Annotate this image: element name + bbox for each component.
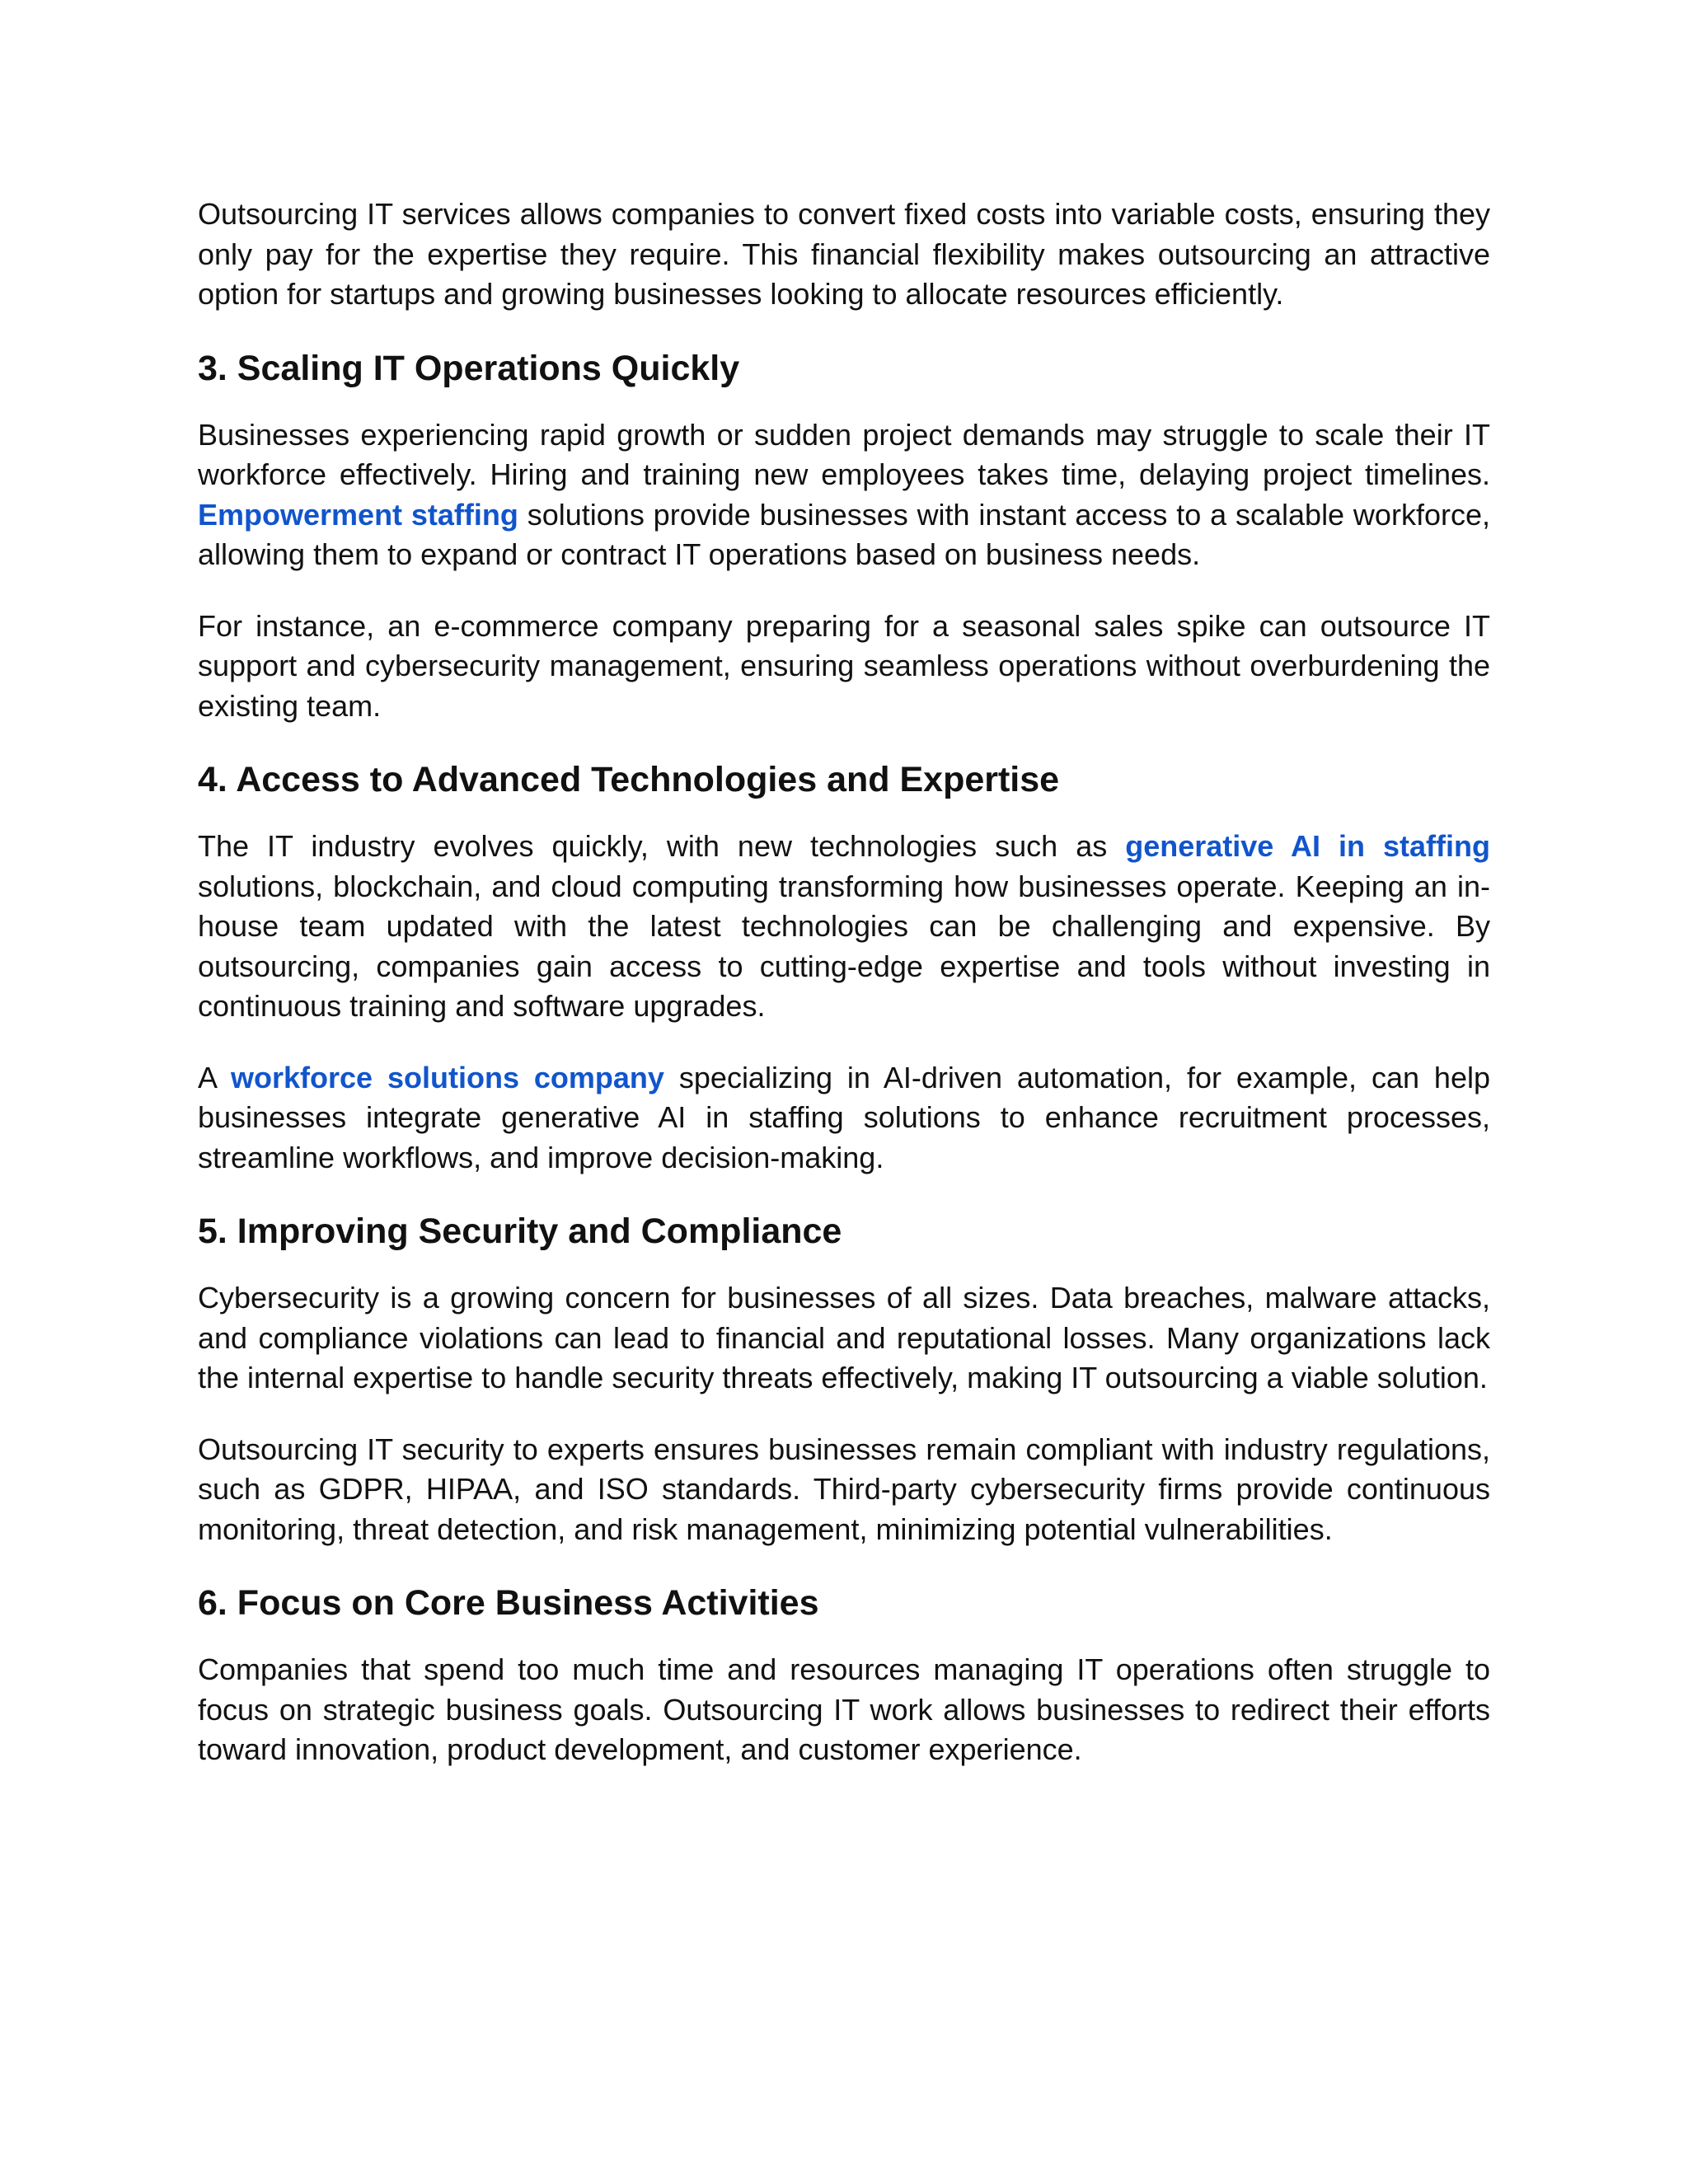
section-3-paragraph-1 xyxy=(198,415,1490,575)
generative-ai-in-staffing-link[interactable]: generative AI in staffing xyxy=(1125,829,1490,863)
intro-paragraph: Outsourcing IT services allows companies to convert fixed costs into variable costs, ensuring they only pay for the expertise they require. This financial flexibility makes outsourcing an attractive option for startups and growing businesses looking to allocate resources efficiently. xyxy=(198,197,1490,311)
section-4-paragraph-2 xyxy=(198,1058,1490,1179)
section-4-heading: 4. Access to Advanced Technologies and Expertise xyxy=(198,760,1060,799)
empowerment-staffing-link[interactable]: Empowerment staffing xyxy=(198,497,518,532)
workforce-solutions-company-link[interactable]: workforce solutions company xyxy=(230,1060,664,1094)
section-3-heading: 3. Scaling IT Operations Quickly xyxy=(198,348,740,388)
section-6-heading: 6. Focus on Core Business Activities xyxy=(198,1583,819,1623)
section-5-heading: 5. Improving Security and Compliance xyxy=(198,1212,842,1251)
section-3-paragraph-2: For instance, an e-commerce company preparing for a seasonal sales spike can outsource IT support and cybersecurity management, ensuring seamless operations without overburdening the existing team. xyxy=(198,608,1490,723)
section-3-p1-text-after: solutions provide businesses with instant access to a scalable workforce, allowing them to expand or contract IT operations based on business needs. xyxy=(198,497,1490,571)
section-4-p2-text-after: specializing in AI-driven automation, for example, can help businesses integrate generative AI in staffing solutions to enhance recruitment processes, streamline workflows, and improve decision-making. xyxy=(198,1060,1490,1174)
section-4-p2-text-before: A xyxy=(198,1060,231,1094)
document-body xyxy=(198,194,1490,1802)
section-5-paragraph-2: Outsourcing IT security to experts ensures businesses remain compliant with industry regulations, such as GDPR, HIPAA, and ISO standards. Third-party cybersecurity firms provide continuous monitoring, threat detection, and risk management, minimizing potential vulnerabilities. xyxy=(198,1432,1490,1546)
section-4-p1-text-before: The IT industry evolves quickly, with new technologies such as xyxy=(198,829,1126,863)
section-6-paragraph-1: Companies that spend too much time and resources managing IT operations often struggle to focus on strategic business goals. Outsourcing IT work allows businesses to redirect their efforts toward innovation, product development, and customer experience. xyxy=(198,1652,1490,1766)
section-4-p1-text-after: solutions, blockchain, and cloud computing transforming how businesses operate. Keeping an in-house team updated with the latest technologies can be challenging and expensive. By outsourcing, companies gain access to cutting-edge expertise and tools without investing in continuous training and software upgrades. xyxy=(198,869,1490,1023)
section-5-paragraph-1: Cybersecurity is a growing concern for businesses of all sizes. Data breaches, malware attacks, and compliance violations can lead to financial and reputational losses. Many organizations lack the internal expertise to handle security threats effectively, making IT outsourcing a viable solution. xyxy=(198,1281,1490,1394)
section-4-paragraph-1 xyxy=(198,827,1490,1027)
section-3-p1-text-before: Businesses experiencing rapid growth or sudden project demands may struggle to scale their IT workforce effectively. Hiring and training new employees takes time, delaying project timelines. xyxy=(198,417,1490,491)
